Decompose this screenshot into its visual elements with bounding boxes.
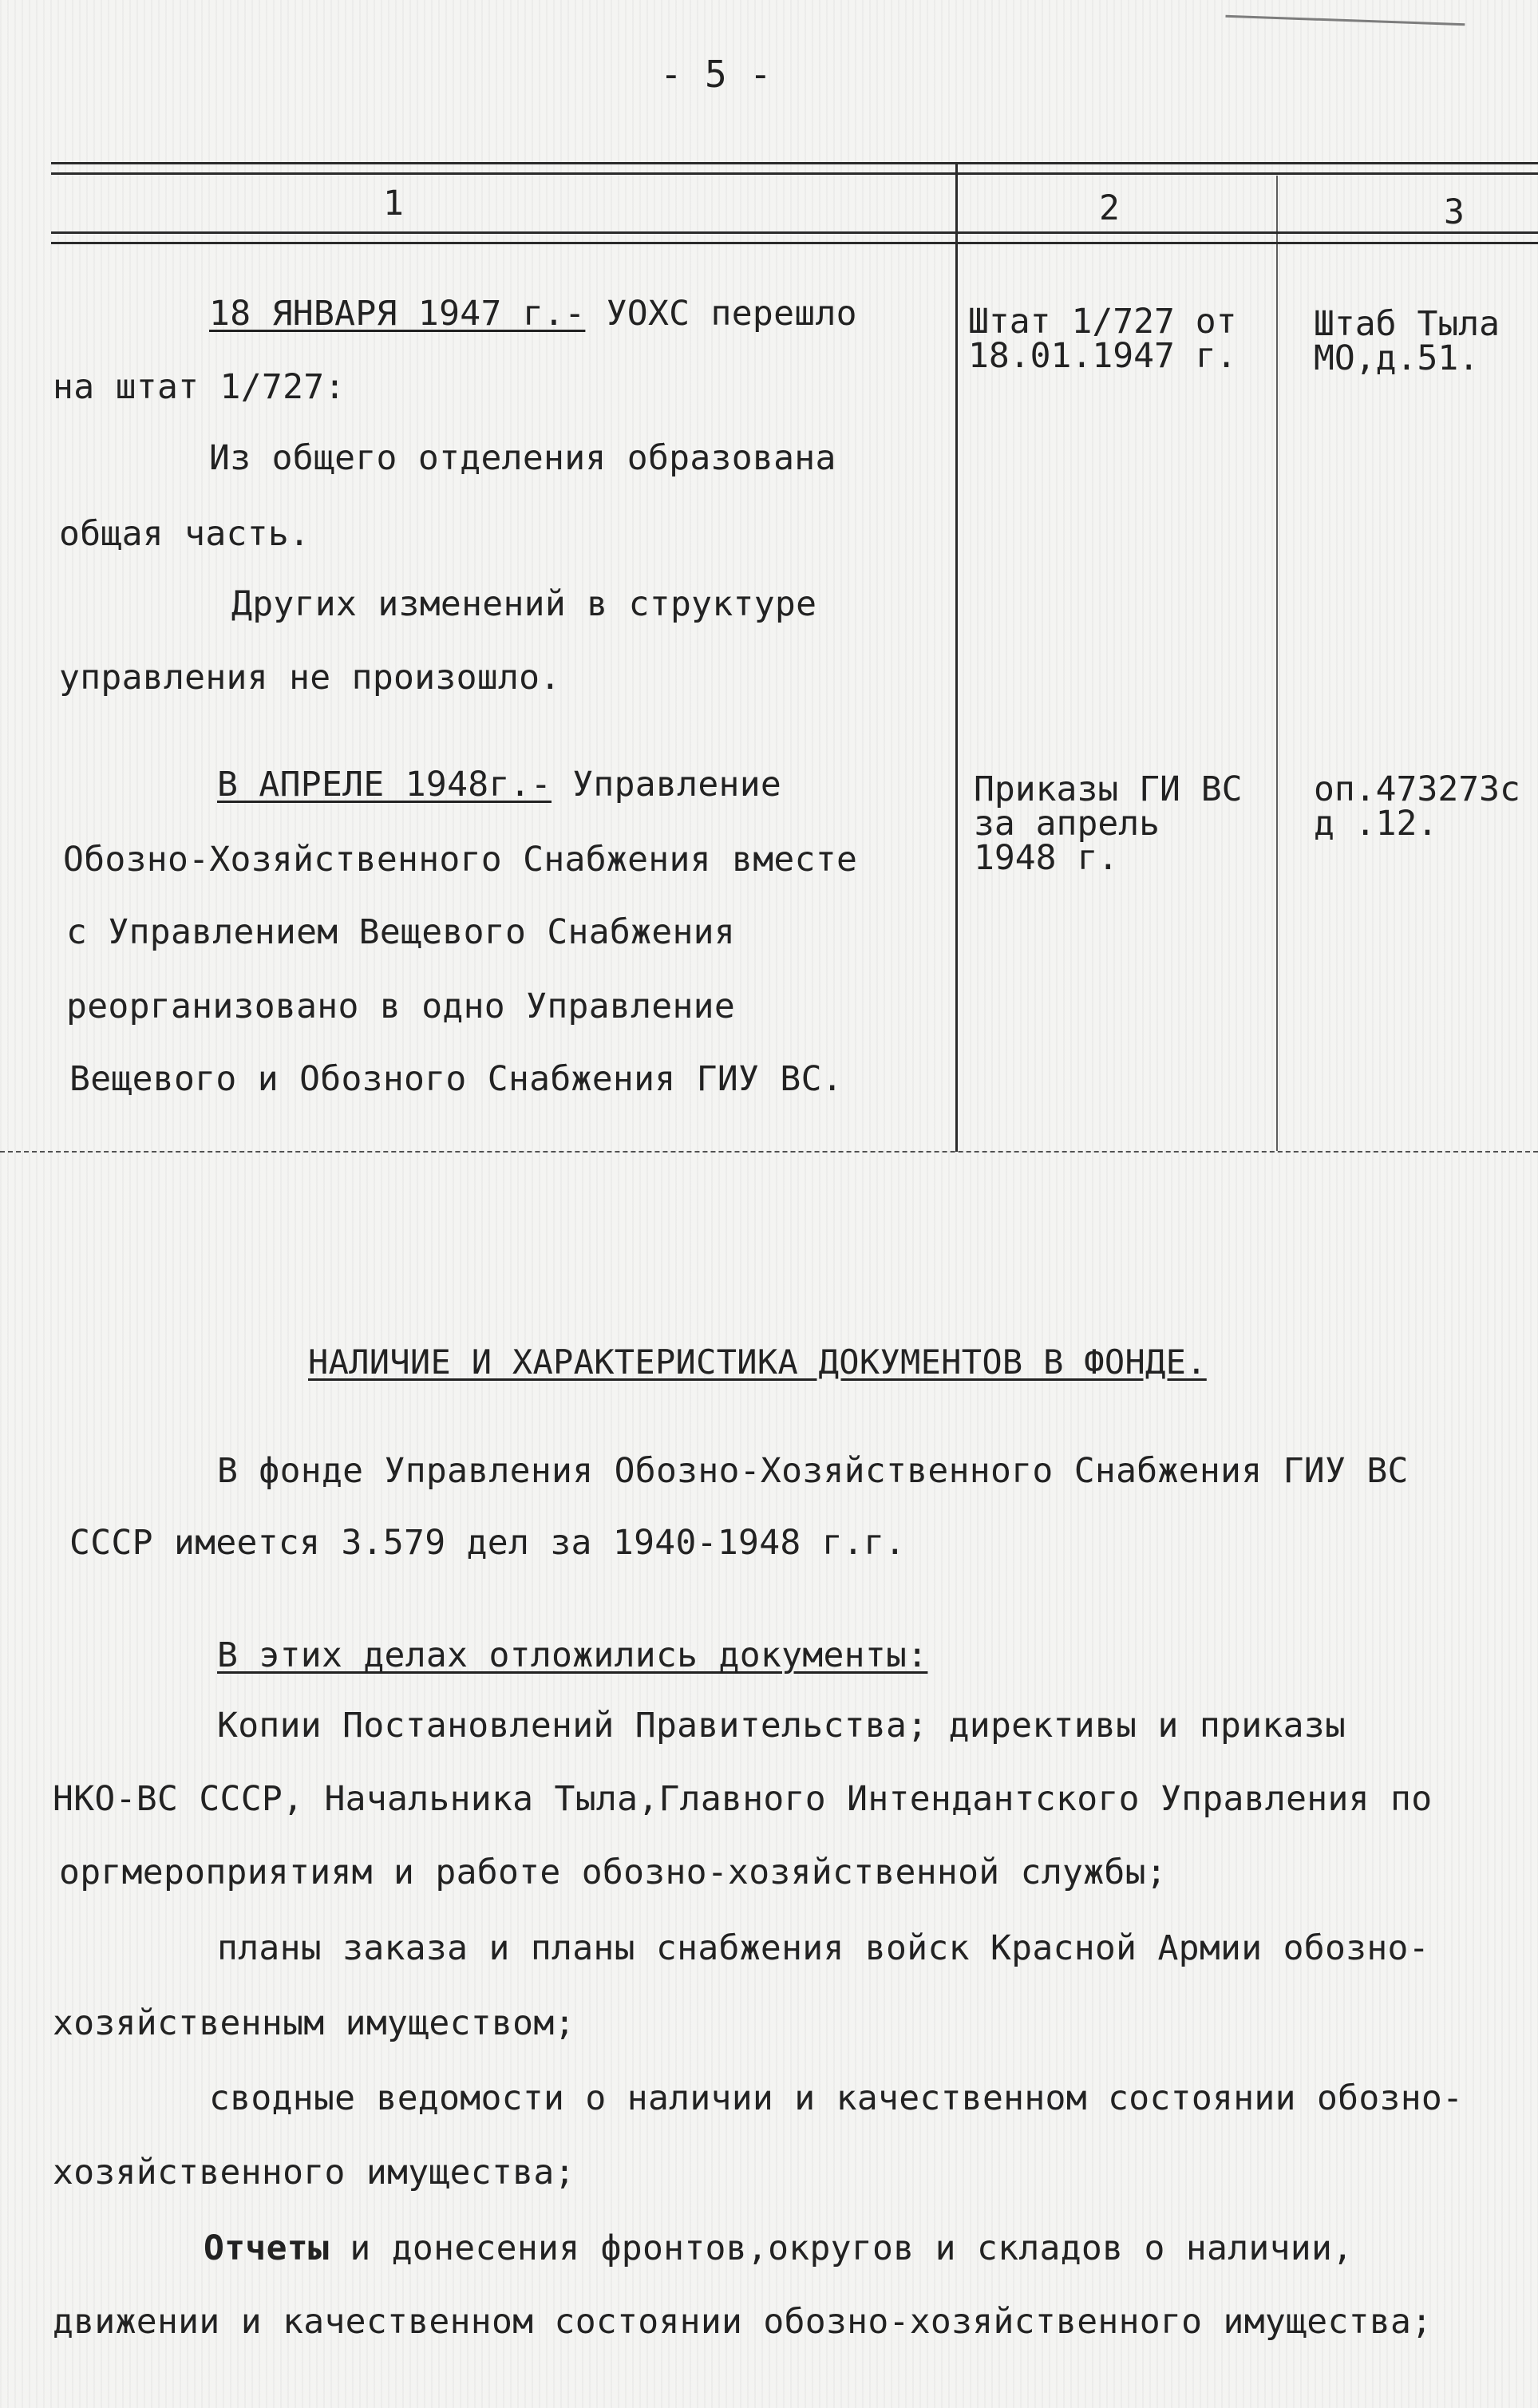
paragraph-line: В фонде Управления Обозно-Хозяйственного Снабжения ГИУ ВС xyxy=(217,1451,1409,1491)
list-item-line-rest: и донесения фронтов,округов и складов о наличии, xyxy=(329,2228,1354,2268)
table-row-2-line: с Управлением Вещевого Снабжения xyxy=(66,912,736,952)
table-bottom-line xyxy=(0,1151,1538,1153)
table-row-2-line: Обозно-Хозяйственного Снабжения вместе xyxy=(63,840,858,880)
table-header-2: 2 xyxy=(1099,188,1121,228)
table-row-1-date: 18 ЯНВАРЯ 1947 г.- xyxy=(209,294,586,334)
page-number: - 5 - xyxy=(660,53,772,96)
bold-word: Отчеты xyxy=(204,2228,330,2268)
list-item-line: оргмероприятиям и работе обозно-хозяйственной службы; xyxy=(59,1852,1167,1892)
table-row-2-date: В АПРЕЛЕ 1948г.- xyxy=(217,765,552,805)
list-item-line: хозяйственного имущества; xyxy=(53,2153,575,2193)
table-row-2-line: реорганизовано в одно Управление xyxy=(66,987,736,1026)
table-row-2-line: Вещевого и Обозного Снабжения ГИУ ВС. xyxy=(69,1059,843,1099)
table-header-double-line xyxy=(51,231,1538,244)
column-divider-2 xyxy=(1276,176,1278,1151)
table-row-1-archive: Штаб Тыла МО,д.51. xyxy=(1314,304,1500,378)
table-row-1-line: Из общего отделения образована xyxy=(209,438,836,478)
table-row-1-line: общая часть. xyxy=(59,514,310,554)
list-item-line: сводные ведомости о наличии и качественном состоянии обозно- xyxy=(209,2078,1464,2118)
table-top-double-line xyxy=(51,162,1538,175)
list-item-line: НКО-ВС СССР, Начальника Тыла,Главного Интендантского Управления по xyxy=(53,1779,1433,1819)
table-row-2-first-line xyxy=(217,765,782,805)
list-item-line xyxy=(204,2228,1354,2268)
section-heading: НАЛИЧИЕ И ХАРАКТЕРИСТИКА ДОКУМЕНТОВ В ФОНДЕ. xyxy=(308,1342,1207,1382)
table-row-1-first-line xyxy=(209,294,857,334)
list-item-line: Копии Постановлений Правительства; директивы и приказы xyxy=(217,1706,1346,1746)
table-row-1-line: управления не произошло. xyxy=(59,658,561,698)
paragraph-line: СССР имеется 3.579 дел за 1940-1948 г.г. xyxy=(69,1523,906,1563)
section-subheading: В этих делах отложились документы: xyxy=(217,1635,928,1675)
table-row-2-archive: оп.473273с д .12. xyxy=(1314,769,1520,844)
table-row-2-first-rest: Управление xyxy=(552,765,782,805)
table-header-3: 3 xyxy=(1444,192,1465,232)
list-item-line: планы заказа и планы снабжения войск Красной Армии обозно- xyxy=(217,1928,1429,1968)
column-divider-1 xyxy=(955,162,958,1152)
table-header-1: 1 xyxy=(383,184,405,223)
table-row-1-line: Других изменений в структуре xyxy=(231,584,817,624)
list-item-line: хозяйственным имуществом; xyxy=(53,2003,575,2043)
table-row-2-source-doc: Приказы ГИ ВС за апрель 1948 г. xyxy=(974,769,1243,878)
table-row-1-first-rest: УОХС перешло xyxy=(585,294,857,334)
table-row-1-source-doc: Штат 1/727 от 18.01.1947 г. xyxy=(968,302,1237,376)
table-row-1-line: на штат 1/727: xyxy=(53,367,346,407)
paper-mark xyxy=(1225,15,1465,45)
list-item-line: движении и качественном состоянии обозно-хозяйственного имущества; xyxy=(53,2302,1433,2342)
